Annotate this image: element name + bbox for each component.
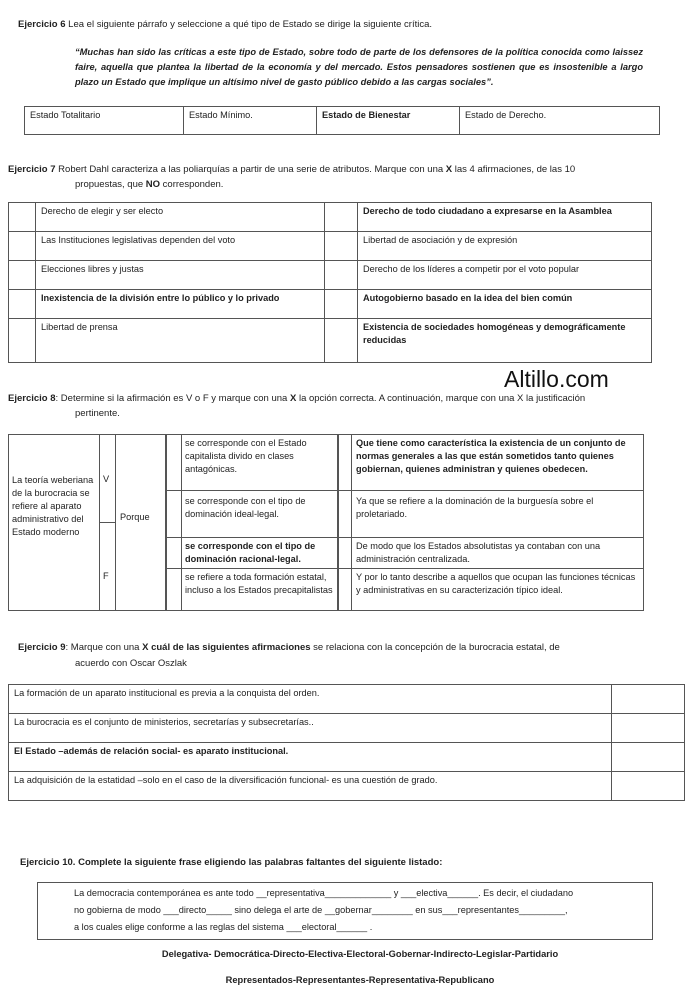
ej9-text: se relaciona con la concepción de la burocracia estatal, de [310,642,560,653]
ej6-option[interactable]: Estado Mínimo. [184,107,317,135]
ej7-item: Elecciones libres y justas [36,261,325,290]
ej10-segment: no gobierna de modo [74,905,164,915]
ej9-table [8,684,685,801]
ej6-option[interactable]: Estado de Derecho. [460,107,660,135]
ej7-checkbox[interactable] [325,319,358,363]
ej8-middle-option: se corresponde con el Estado capitalista divido en clases antagónicas. [181,434,338,491]
ej7-checkbox[interactable] [325,290,358,319]
ej6-option[interactable]: Estado Totalitario [25,107,184,135]
ej8-subject: La teoría weberiana de la burocracia se refiere al aparato administrativo del Estado moderno [12,475,94,537]
ej8-checkbox[interactable] [338,490,352,538]
ej7-text: corresponden. [160,179,224,190]
ej7-table [8,202,652,363]
ej7-item: Libertad de asociación y de expresión [358,232,652,261]
ej6-text: Lea el siguiente párrafo y seleccione a qué tipo de Estado se dirige la siguiente crítica. [65,19,433,30]
ej8-checkbox[interactable] [338,537,352,569]
ej8-instruction [8,392,688,406]
ej9-instruction-2: acuerdo con Oscar Oszlak [75,658,187,669]
ej7-item: Derecho de los líderes a competir por el voto popular [358,261,652,290]
ej8-f-cell[interactable]: F [99,522,116,611]
ej8-instruction-2: pertinente. [75,408,120,419]
ej10-text [74,885,649,936]
ej10-segment: , [564,905,568,915]
ej8-checkbox[interactable] [166,568,182,611]
ej8-v-cell[interactable]: V [99,434,116,523]
ej10-line-2 [74,902,649,919]
ej6-option[interactable]: Estado de Bienestar [317,107,460,135]
ej8-right-option: Ya que se refiere a la dominación de la burguesía sobre el proletariado. [351,490,644,538]
ej8-text: la opción correcta. A continuación, marque con una X la justificación [296,393,586,404]
ej10-instruction: Ejercicio 10. Complete la siguiente frase eligiendo las palabras faltantes del siguiente listado: [20,857,443,868]
ej8-checkbox[interactable] [166,490,182,538]
ej10-segment: en sus [412,905,443,915]
ej7-text: propuestas, que [75,179,146,190]
ej8-right-option: De modo que los Estados absolutistas ya contaban con una administración centralizada. [351,537,644,569]
ej8-label: Ejercicio 8 [8,393,56,404]
ej6-label: Ejercicio 6 [18,19,66,30]
ej10-blank[interactable]: ___electoral______ [286,922,368,932]
ej8-checkbox[interactable] [166,537,182,569]
ej10-blank[interactable]: ___electiva______ [400,888,479,898]
ej10-segment: . Es decir, el ciudadano [478,888,574,898]
ej9-item: La burocracia es el conjunto de ministerios, secretarías y subsecretarías.. [9,714,612,743]
ej10-line-3 [74,919,649,936]
ej10-blank[interactable]: ___representantes_________ [442,905,565,915]
ej10-blank[interactable]: ___directo_____ [163,905,232,915]
ej8-checkbox[interactable] [166,434,182,491]
ej10-segment: La democracia contemporánea es ante todo [74,888,257,898]
ej7-item: Existencia de sociedades homogéneas y demográficamente reducidas [358,319,652,363]
ej9-item: La adquisición de la estatidad –solo en el caso de la diversificación funcional- es una cuestión de grado. [9,772,612,801]
ej9-item: La formación de un aparato institucional es previa a la conquista del orden. [9,685,612,714]
ej7-checkbox[interactable] [325,232,358,261]
ej10-segment: sino delega el arte de [231,905,325,915]
ej8-right-option: Que tiene como característica la existencia de un conjunto de normas generales a las que están sometidos tanto quienes gobiernan, quienes administran y quienes obedecen. [351,434,644,491]
ej8-middle-option: se refiere a toda formación estatal, incluso a los Estados precapitalistas [181,568,338,611]
ej9-checkbox[interactable] [612,743,685,772]
ej9-label: Ejercicio 9 [18,642,66,653]
ej8-right-option: Y por lo tanto describe a aquellos que ocupan las funciones técnicas y administrativas en su caracterización típico ideal. [351,568,644,611]
ej7-instruction-2 [75,178,223,192]
ej6-instruction [18,18,678,32]
ej9-x: X cuál de las siguientes afirmaciones [142,642,311,653]
ej9-text: : Marque con una [65,642,143,653]
ej8-x: X [289,393,297,404]
ej7-item: Libertad de prensa [36,319,325,363]
ej10-word-list-2: Representados-Representantes-Representativa-Republicano [225,975,495,985]
ej8-checkbox[interactable] [338,434,352,491]
ej10-blank[interactable]: __representativa_____________ [256,888,392,898]
ej7-checkbox[interactable] [325,261,358,290]
ej7-checkbox[interactable] [9,319,36,363]
ej10-line-1 [74,885,649,902]
ej7-label: Ejercicio 7 [8,164,56,175]
ej7-instruction [8,163,688,177]
ej6-options-table [24,106,660,135]
ej8-middle-option: se corresponde con el tipo de dominación racional-legal. [181,537,338,569]
ej9-checkbox[interactable] [612,772,685,801]
ej7-checkbox[interactable] [9,290,36,319]
ej7-text: las 4 afirmaciones, de las 10 [452,164,576,175]
ej7-item: Derecho de elegir y ser electo [36,203,325,232]
ej7-text: Robert Dahl caracteriza a las poliarquías a partir de una serie de atributos. Marque con una [55,164,446,175]
ej7-checkbox[interactable] [325,203,358,232]
ej10-segment: y [391,888,401,898]
ej7-item: Inexistencia de la división entre lo público y lo privado [36,290,325,319]
ej7-no: NO [145,179,161,190]
ej7-checkbox[interactable] [9,232,36,261]
ej9-checkbox[interactable] [612,685,685,714]
ej7-item: Derecho de todo ciudadano a expresarse en la Asamblea [358,203,652,232]
ej8-checkbox[interactable] [338,568,352,611]
ej10-blank[interactable]: __gobernar________ [324,905,413,915]
ej10-segment: . [367,922,373,932]
ej7-item: Las Instituciones legislativas dependen del voto [36,232,325,261]
ej9-checkbox[interactable] [612,714,685,743]
ej8-porque: Porque [115,434,166,611]
ej7-checkbox[interactable] [9,261,36,290]
ej9-item: El Estado –además de relación social- es aparato institucional. [9,743,612,772]
ej8-text: : Determine si la afirmación es V o F y marque con una [55,393,290,404]
ej7-checkbox[interactable] [9,203,36,232]
ej7-x: X [445,164,453,175]
ej6-quote: “Muchas han sido las críticas a este tipo de Estado, sobre todo de parte de los defensores de la política conocida como laissez faire, aquella que plantea la libertad de la economía y del mercado. Estos pensadores sostienen que es insostenible a largo plazo un Estado que implique un altísimo nivel de gasto público debido a las cargas sociales”. [75,47,643,87]
ej8-middle-option: se corresponde con el tipo de dominación ideal-legal. [181,490,338,538]
ej10-segment: a los cuales elige conforme a las reglas del sistema [74,922,287,932]
watermark: Altillo.com [504,366,609,392]
ej10-word-list-1: Delegativa- Democrática-Directo-Electiva-Electoral-Gobernar-Indirecto-Legislar-Partidario [161,949,559,959]
ej9-instruction [18,641,688,655]
ej7-item: Autogobierno basado en la idea del bien común [358,290,652,319]
